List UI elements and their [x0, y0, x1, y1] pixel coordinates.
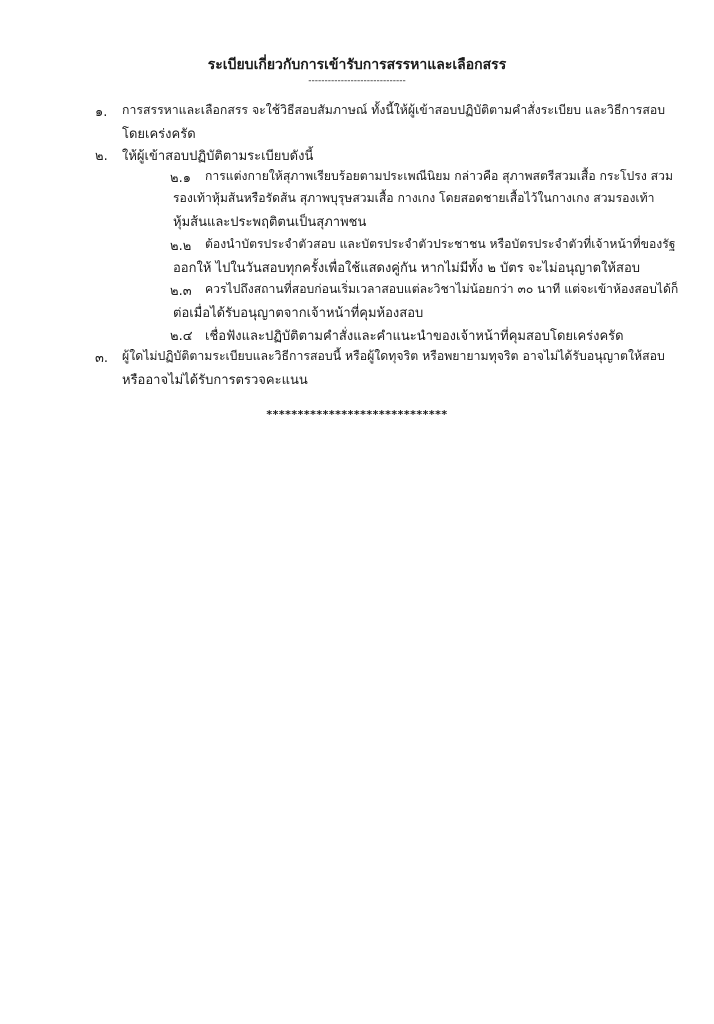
item-2-line-1: ให้ผู้เข้าสอบปฏิบัติตามระเบียบดังนี้	[122, 149, 314, 164]
subitem-2-1-line-3: หุ้มส้นและประพฤติตนเป็นสุภาพชน	[173, 215, 367, 230]
item-3-number: ๓.	[95, 351, 109, 366]
subitem-2-1-number: ๒.๑	[170, 171, 191, 186]
end-marker: *****************************	[266, 408, 448, 421]
subitem-2-1-line-1: การแต่งกายให้สุภาพเรียบร้อยตามประเพณีนิยม กล่าวคือ สุภาพสตรีสวมเสื้อ กระโปรง สวม	[205, 169, 673, 183]
item-2-number: ๒.	[95, 149, 108, 164]
subitem-2-1-line-2: รองเท้าหุ้มส้นหรือรัดส้น สุภาพบุรุษสวมเสื้อ กางเกง โดยสอดชายเสื้อไว้ในกางเกง สวมรองเท้า	[173, 191, 655, 205]
item-1-line-2: โดยเคร่งครัด	[122, 127, 196, 142]
subitem-2-4-line-1: เชื่อฟังและปฏิบัติตามคำสั่งและคำแนะนำของเจ้าหน้าที่คุมสอบโดยเคร่งครัด	[205, 329, 624, 344]
subitem-2-2-line-1: ต้องนำบัตรประจำตัวสอบ และบัตรประจำตัวประชาชน หรือบัตรประจำตัวที่เจ้าหน้าที่ของรัฐ	[205, 237, 676, 251]
item-3-line-1: ผู้ใดไม่ปฏิบัติตามระเบียบและวิธีการสอบนี้ หรือผู้ใดทุจริต หรือพยายามทุจริต อาจไม่ได้รับอนุญาตให้สอบ	[122, 349, 665, 363]
document-title: ระเบียบเกี่ยวกับการเข้ารับการสรรหาและเลือกสรร	[207, 57, 507, 73]
subitem-2-2-number: ๒.๒	[170, 239, 192, 254]
subitem-2-3-number: ๒.๓	[170, 284, 192, 299]
item-1-number: ๑.	[95, 105, 108, 120]
item-3-line-2: หรืออาจไม่ได้รับการตรวจคะแนน	[122, 373, 308, 388]
subitem-2-4-number: ๒.๔	[170, 329, 193, 344]
subitem-2-3-line-1: ควรไปถึงสถานที่สอบก่อนเริ่มเวลาสอบแต่ละวิชาไม่น้อยกว่า ๓๐ นาที แต่จะเข้าห้องสอบได้ก็	[205, 282, 679, 296]
subitem-2-3-line-2: ต่อเมื่อได้รับอนุญาตจากเจ้าหน้าที่คุมห้องสอบ	[173, 306, 424, 321]
subitem-2-2-line-2: ออกให้ ไปในวันสอบทุกครั้งเพื่อใช้แสดงคู่กัน หากไม่มีทั้ง ๒ บัตร จะไม่อนุญาตให้สอบ	[173, 261, 640, 276]
item-1-line-1: การสรรหาและเลือกสรร จะใช้วิธีสอบสัมภาษณ์ ทั้งนี้ให้ผู้เข้าสอบปฏิบัติตามคำสั่งระเบียบ และวิธีการสอบ	[122, 103, 666, 117]
title-underline: ------------------------------	[308, 76, 406, 86]
